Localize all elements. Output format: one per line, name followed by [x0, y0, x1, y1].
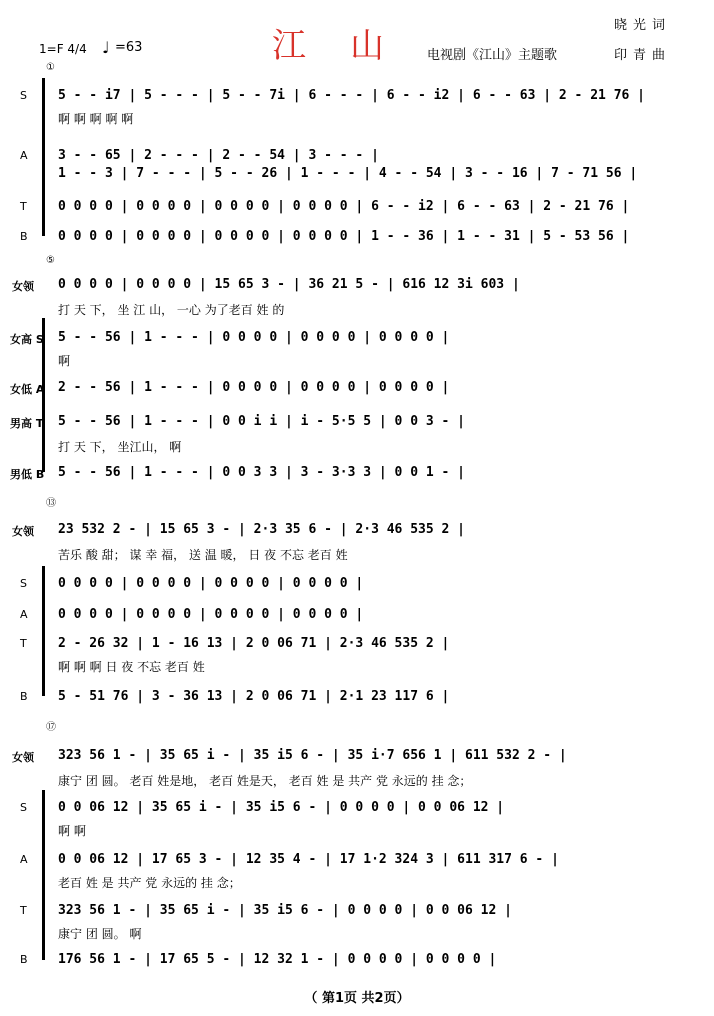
system-bracket [42, 790, 45, 960]
measure-number: ⑤ [46, 255, 55, 266]
staff-label: 女领 [12, 280, 34, 293]
notation-row: 0 0 06 12 | 35 65 i - | 35 i5 6 - | 0 0 0 0 | 0 0 06 12 | [58, 800, 505, 815]
notation-row: 176 56 1 - | 17 65 5 - | 12 32 1 - | 0 0 0 0 | 0 0 0 0 | [58, 952, 497, 967]
song-title: 江山 [272, 26, 428, 66]
staff-label: A [20, 853, 28, 866]
notation-row: 0 0 0 0 | 0 0 0 0 | 0 0 0 0 | 0 0 0 0 | [58, 607, 364, 622]
staff-label: S [20, 801, 27, 814]
lyrics-row: 啊 啊 啊 日 夜 不忘 老百 姓 [58, 660, 205, 674]
page-footer: （ 第1页 共2页） [304, 991, 410, 1006]
lyrics-row: 康宁 团 圆。 老百 姓是地， 老百 姓是天， 老百 姓 是 共产 党 永远的 挂 念； [58, 774, 472, 788]
staff-label: 女低 A [10, 383, 45, 396]
notation-row: 0 0 06 12 | 17 65 3 - | 12 35 4 - | 17 1·2 324 3 | 611 317 6 - | [58, 852, 559, 867]
notation-row: 1 - - 3 | 7 - - - | 5 - - 26 | 1 - - - | 4 - - 54 | 3 - - 16 | 7 - 71 56 | [58, 166, 638, 181]
staff-label: B [20, 230, 28, 243]
measure-number: ⑬ [46, 498, 56, 509]
notation-row: 2 - - 56 | 1 - - - | 0 0 0 0 | 0 0 0 0 | 0 0 0 0 | [58, 380, 450, 395]
key-signature: 1=F 4/4 [39, 42, 87, 56]
lyricist-credit: 晓光词 [614, 18, 672, 33]
system-bracket [42, 566, 45, 696]
notation-row: 0 0 0 0 | 0 0 0 0 | 0 0 0 0 | 0 0 0 0 | 1 - - 36 | 1 - - 31 | 5 - 53 56 | [58, 229, 630, 244]
notation-row: 0 0 0 0 | 0 0 0 0 | 15 65 3 - | 36 21 5 - | 616 12 3i 603 | [58, 277, 520, 292]
lyrics-row: 啊 [58, 354, 71, 368]
notation-row: 5 - - 56 | 1 - - - | 0 0 3 3 | 3 - 3·3 3 | 0 0 1 - | [58, 465, 465, 480]
staff-label: B [20, 690, 28, 703]
staff-label: S [20, 89, 27, 102]
quarter-note-icon: ♩ [102, 38, 110, 57]
notation-row: 5 - 51 76 | 3 - 36 13 | 2 0 06 71 | 2·1 23 117 6 | [58, 689, 450, 704]
staff-label: 女领 [12, 525, 34, 538]
measure-number: ① [46, 62, 55, 73]
staff-label: T [20, 904, 27, 917]
staff-label: A [20, 149, 28, 162]
notation-row: 5 - - 56 | 1 - - - | 0 0 i i | i - 5·5 5 | 0 0 3 - | [58, 414, 465, 429]
notation-row: 23 532 2 - | 15 65 3 - | 2·3 35 6 - | 2·3 46 535 2 | [58, 522, 465, 537]
staff-label: 女高 S [10, 333, 44, 346]
notation-row: 323 56 1 - | 35 65 i - | 35 i5 6 - | 35 i·7 656 1 | 611 532 2 - | [58, 748, 567, 763]
lyrics-row: 苦乐 酸 甜； 谋 幸 福， 送 温 暖， 日 夜 不忘 老百 姓 [58, 548, 348, 562]
staff-label: T [20, 637, 27, 650]
notation-row: 5 - - 56 | 1 - - - | 0 0 0 0 | 0 0 0 0 | 0 0 0 0 | [58, 330, 450, 345]
measure-number: ⑰ [46, 722, 56, 733]
lyrics-row: 老百 姓 是 共产 党 永远的 挂 念； [58, 876, 241, 890]
lyrics-row: 啊 啊 [58, 824, 86, 838]
staff-label: S [20, 577, 27, 590]
notation-row: 5 - - i7 | 5 - - - | 5 - - 7i | 6 - - - | 6 - - i2 | 6 - - 63 | 2 - 21 76 | [58, 88, 645, 103]
tempo-marking: =63 [115, 40, 143, 55]
staff-label: A [20, 608, 28, 621]
notation-row: 2 - 26 32 | 1 - 16 13 | 2 0 06 71 | 2·3 46 535 2 | [58, 636, 450, 651]
composer-credit: 印青曲 [614, 48, 672, 63]
staff-label: 女领 [12, 751, 34, 764]
notation-row: 323 56 1 - | 35 65 i - | 35 i5 6 - | 0 0 0 0 | 0 0 06 12 | [58, 903, 512, 918]
song-subtitle: 电视剧《江山》主题歌 [427, 48, 558, 63]
notation-row: 3 - - 65 | 2 - - - | 2 - - 54 | 3 - - - | [58, 148, 379, 163]
notation-row: 0 0 0 0 | 0 0 0 0 | 0 0 0 0 | 0 0 0 0 | 6 - - i2 | 6 - - 63 | 2 - 21 76 | [58, 199, 630, 214]
lyrics-row: 打 天 下， 坐江山， 啊 [58, 440, 182, 454]
lyrics-row: 啊 啊 啊 啊 啊 [58, 112, 134, 126]
staff-label: T [20, 200, 27, 213]
staff-label: 男高 T [10, 417, 44, 430]
lyrics-row: 打 天 下， 坐 江 山， 一心 为了老百 姓 的 [58, 303, 285, 317]
lyrics-row: 康宁 团 圆。 啊 [58, 927, 142, 941]
notation-row: 0 0 0 0 | 0 0 0 0 | 0 0 0 0 | 0 0 0 0 | [58, 576, 364, 591]
staff-label: B [20, 953, 28, 966]
system-bracket [42, 78, 45, 236]
staff-label: 男低 B [10, 468, 45, 481]
